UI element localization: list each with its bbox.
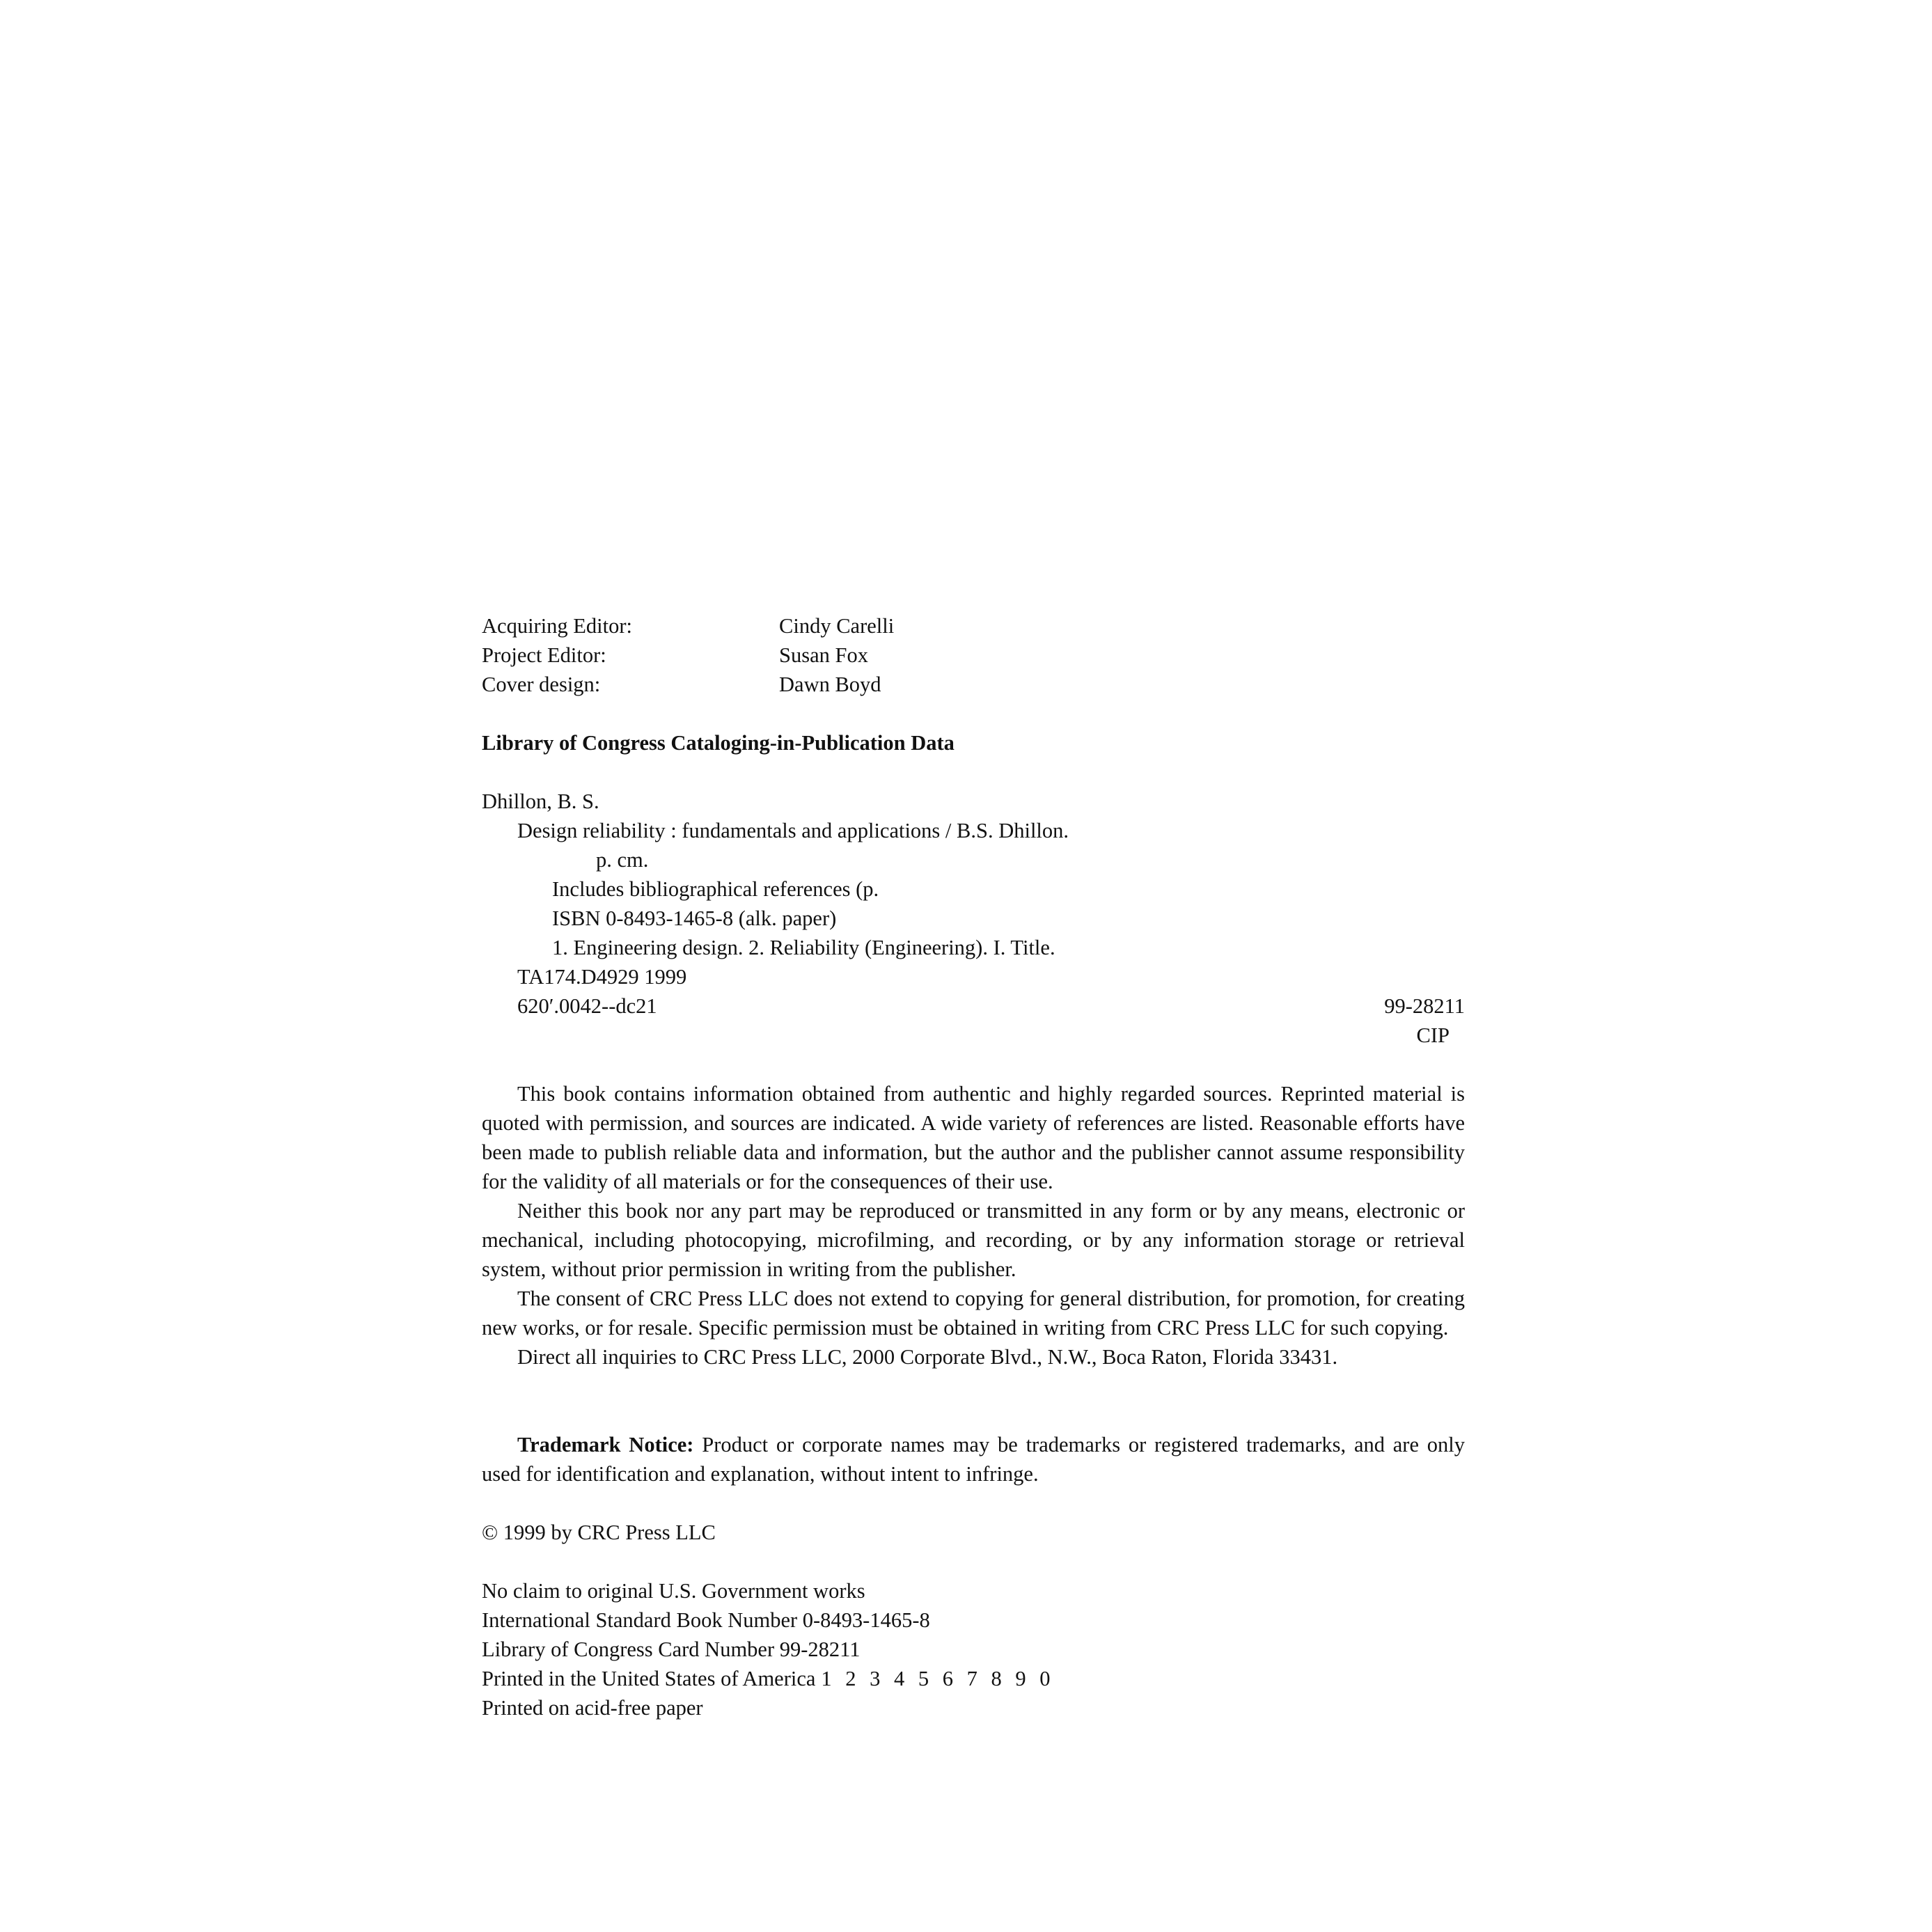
credit-label: Acquiring Editor: xyxy=(482,614,633,638)
cip-mark-row xyxy=(482,1021,1465,1050)
acid-free-line: Printed on acid-free paper xyxy=(482,1696,703,1720)
cip-pages: p. cm. xyxy=(596,848,649,872)
credit-label: Project Editor: xyxy=(482,643,606,667)
cip-dewey-row xyxy=(482,991,1465,1021)
cip-heading: Library of Congress Cataloging-in-Publication Data xyxy=(482,731,955,755)
credit-value: Susan Fox xyxy=(779,643,868,667)
editorial-credits xyxy=(482,611,1465,699)
isbn-line: International Standard Book Number 0-8493-1465-8 xyxy=(482,1608,930,1632)
rights-paragraph: Direct all inquiries to CRC Press LLC, 2000 Corporate Blvd., N.W., Boca Raton, Florida 33431. xyxy=(517,1345,1338,1369)
cip-call-number: TA174.D4929 1999 xyxy=(517,965,687,989)
cip-bibliography: Includes bibliographical references (p. xyxy=(552,877,879,901)
credit-row-acquiring-editor xyxy=(482,611,1465,641)
rights-paragraph: This book contains information obtained from authentic and highly regarded sources. Reprinted material is quoted with permission, and sources are indicated. A wide variety of references are listed. Reasonable efforts have been made to publish reliable data and information, but the author and the publisher cannot assume responsibility for the validity of all materials or for the consequences of their use. xyxy=(482,1082,1465,1193)
cip-dewey: 620′.0042--dc21 xyxy=(517,994,657,1018)
printing-digits: 1 2 3 4 5 6 7 8 9 0 xyxy=(821,1667,1051,1690)
trademark-label: Trademark Notice: xyxy=(517,1433,694,1456)
credit-value: Cindy Carelli xyxy=(779,614,895,638)
gov-works-line: No claim to original U.S. Government works xyxy=(482,1579,865,1603)
cip-mark: CIP xyxy=(1416,1023,1450,1047)
printed-in-text: Printed in the United States of America xyxy=(482,1667,816,1690)
cip-isbn: ISBN 0-8493-1465-8 (alk. paper) xyxy=(552,906,837,930)
cip-title: Design reliability : fundamentals and applications / B.S. Dhillon. xyxy=(517,819,1069,842)
cip-author: Dhillon, B. S. xyxy=(482,790,599,813)
credit-value: Dawn Boyd xyxy=(779,673,881,696)
trademark-paragraph xyxy=(482,1430,1465,1489)
cip-lccn: 99-28211 xyxy=(1384,994,1465,1018)
credit-row-project-editor xyxy=(482,641,1465,670)
copyright-line: © 1999 by CRC Press LLC xyxy=(482,1521,716,1544)
trademark-notice xyxy=(482,1430,1465,1489)
lccn-line: Library of Congress Card Number 99-28211 xyxy=(482,1638,861,1661)
rights-paragraph: The consent of CRC Press LLC does not extend to copying for general distribution, for promotion, for creating new works, or for resale. Specific permission must be obtained in writing from CRC Press LLC for such copying. xyxy=(482,1287,1465,1340)
rights-text xyxy=(482,1079,1465,1372)
rights-paragraph: Neither this book nor any part may be reproduced or transmitted in any form or by any means, electronic or mechanical, including photocopying, microfilming, and recording, or by any information storage or retrieval system, without prior permission in writing from the publisher. xyxy=(482,1199,1465,1281)
printed-in-line xyxy=(482,1664,1465,1693)
credit-label: Cover design: xyxy=(482,673,601,696)
credit-row-cover-design xyxy=(482,670,1465,699)
cip-record xyxy=(482,787,1465,1050)
trademark-text: Product or corporate names may be trademarks or registered trademarks, and are only used for identification and explanation, without intent to infringe. xyxy=(482,1433,1466,1486)
publication-claims xyxy=(482,1576,1465,1722)
cip-subjects: 1. Engineering design. 2. Reliability (Engineering). I. Title. xyxy=(552,936,1055,959)
